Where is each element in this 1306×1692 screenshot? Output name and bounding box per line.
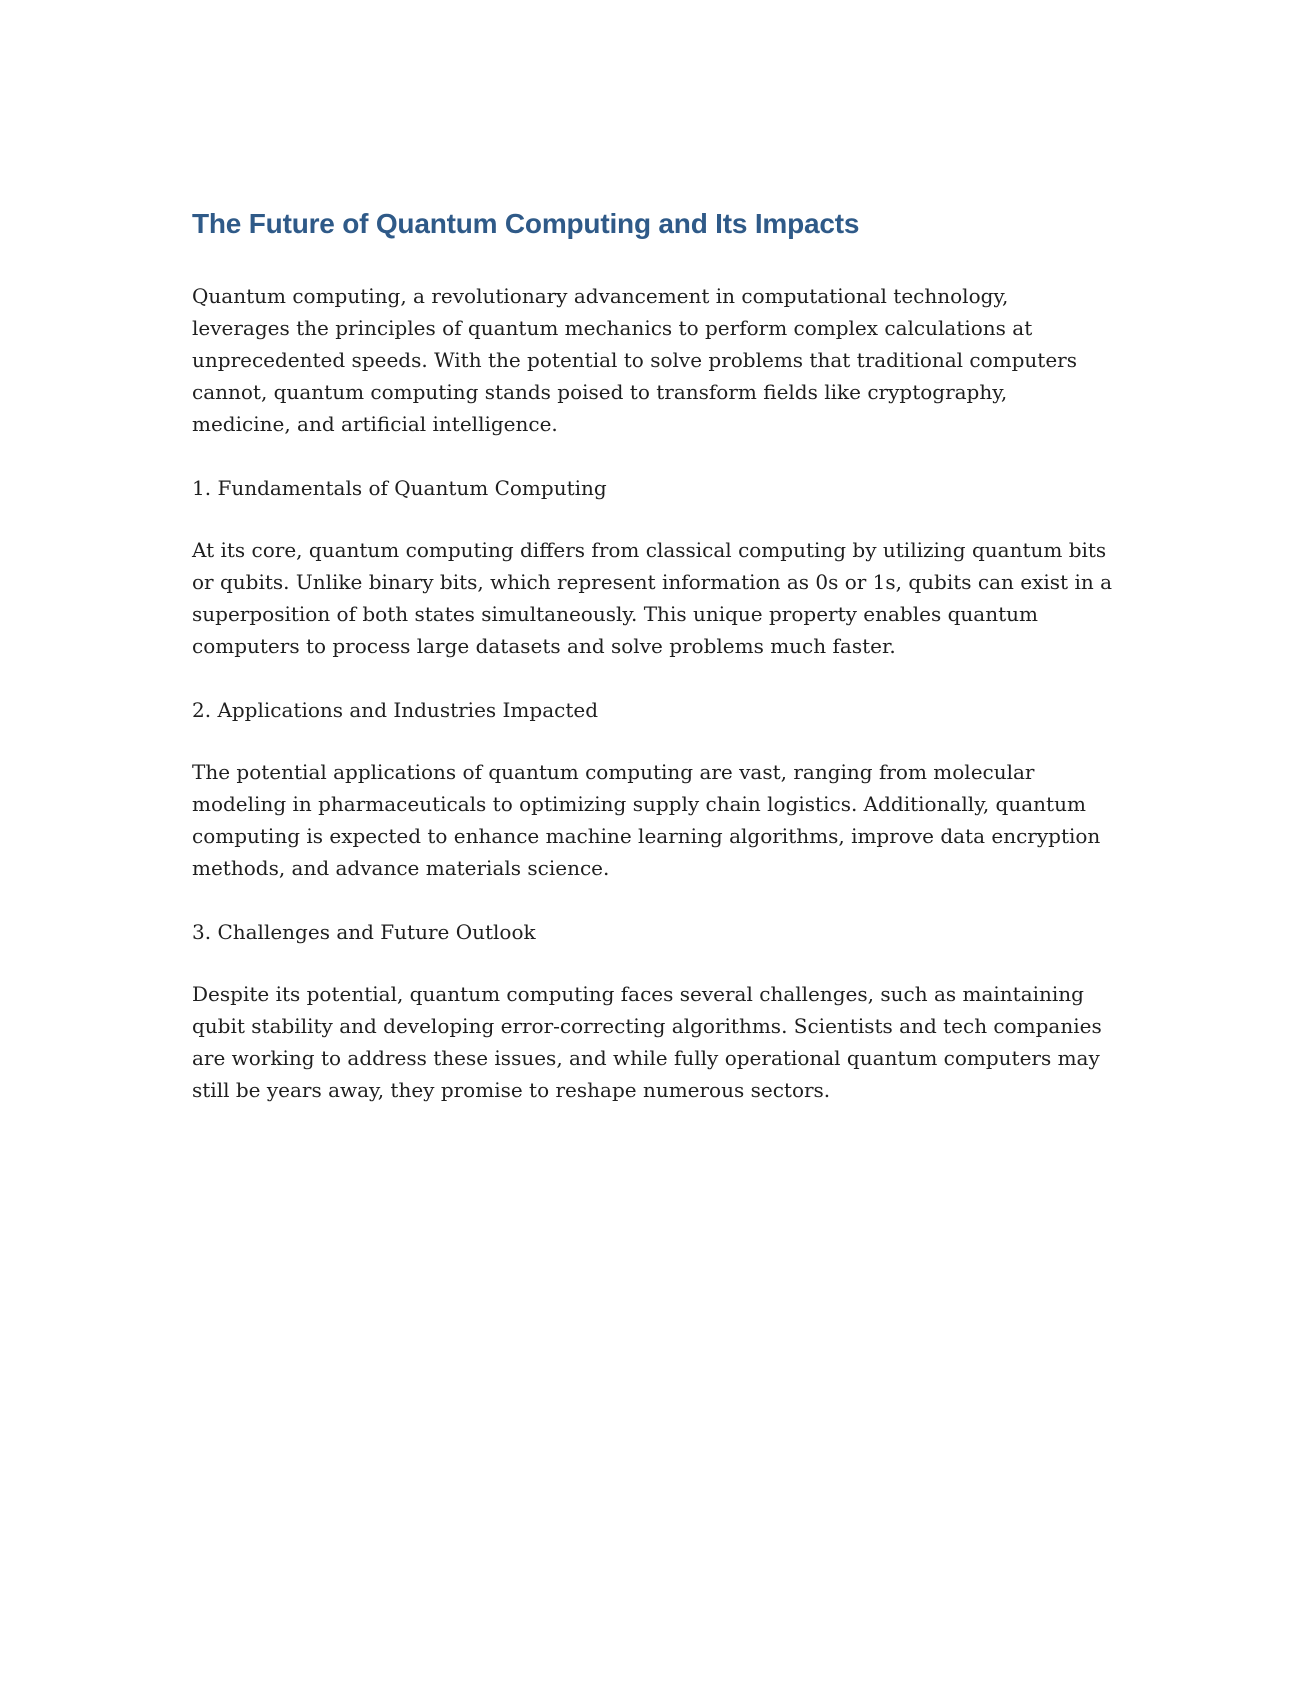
- intro-paragraph: Quantum computing, a revolutionary advancement in computational technology, leverages the principles of quantum mechanics to perform complex calculations at unprecedented speeds. With the potential to solve problems that traditional computers cannot, quantum computing stands poised to transform fields like cryptography, medicine, and artificial intelligence.: [192, 284, 1077, 436]
- document-body: [192, 200, 1112, 1106]
- section-heading-applications: 2. Applications and Industries Impacted: [192, 698, 598, 722]
- section-heading-fundamentals: 1. Fundamentals of Quantum Computing: [192, 476, 607, 500]
- section-body-applications: The potential applications of quantum computing are vast, ranging from molecular modeling in pharmaceuticals to optimizing supply chain logistics. Additionally, quantum computing is expected to enhance machine learning algorithms, improve data encryption methods, and advance materials science.: [192, 760, 1101, 880]
- section-body-fundamentals: At its core, quantum computing differs from classical computing by utilizing quantum bits or qubits. Unlike binary bits, which represent information as 0s or 1s, qubits can exist in a superposition of both states simultaneously. This unique property enables quantum computers to process large datasets and solve problems much faster.: [192, 538, 1113, 658]
- section-heading-challenges: 3. Challenges and Future Outlook: [192, 920, 536, 944]
- section-body-challenges: Despite its potential, quantum computing faces several challenges, such as maintaining qubit stability and developing error-correcting algorithms. Scientists and tech companies are working to address these issues, and while fully operational quantum computers may still be years away, they promise to reshape numerous sectors.: [192, 982, 1102, 1102]
- document-title: The Future of Quantum Computing and Its Impacts: [192, 208, 860, 239]
